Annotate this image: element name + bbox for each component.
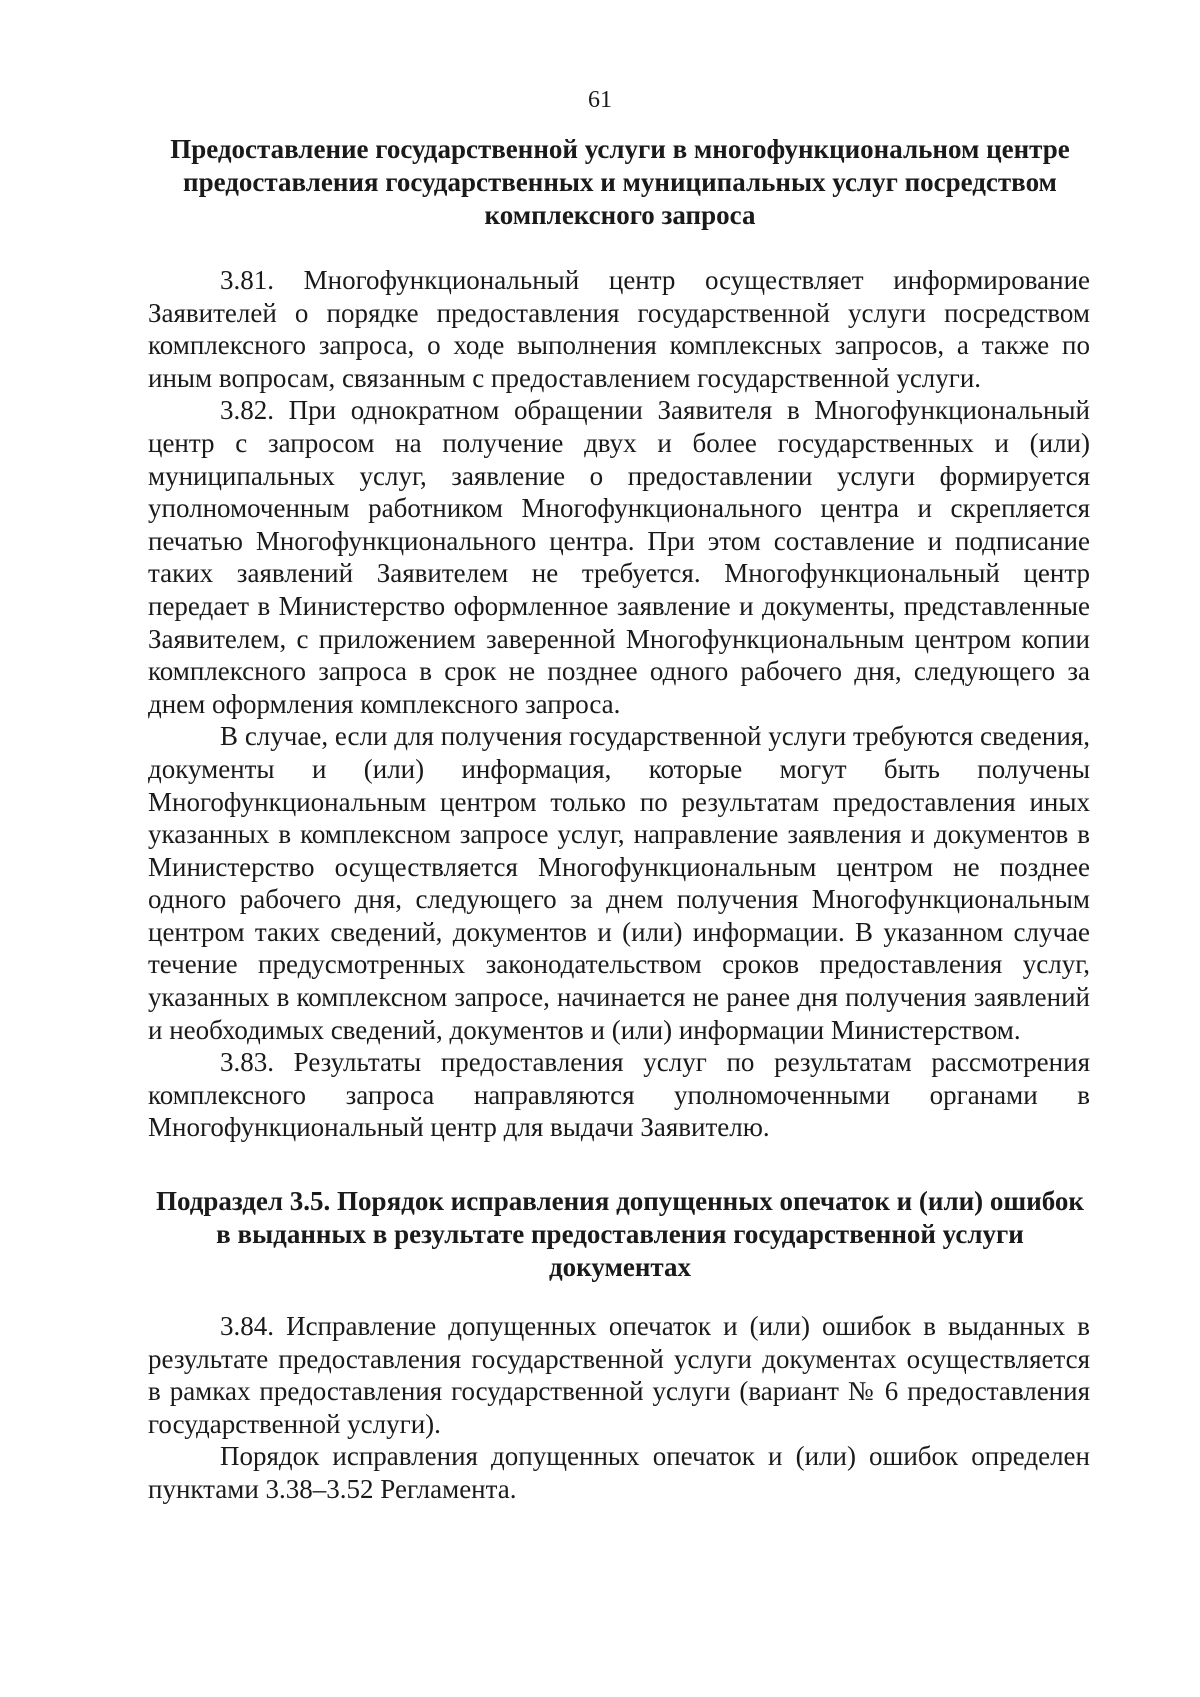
section-heading-mfc-complex-request: Предоставление государственной услуги в многофункциональном центре предоставления государственных и муниципальных услуг посредством комплексного запроса xyxy=(170,134,1070,230)
paragraph-correction-procedure: Порядок исправления допущенных опечаток и (или) ошибок определен пунктами 3.38–3.52 Регламента. xyxy=(148,1441,1090,1504)
paragraph-3-81: 3.81. Многофункциональный центр осуществляет информирование Заявителей о порядке предоставления государственной услуги посредством комплексного запроса, о ходе выполнения комплексных запросов, а также по иным вопросам, связанным с предоставлением государственной услуги. xyxy=(148,265,1090,393)
section-body-corrections xyxy=(148,1310,1090,1506)
subsection-heading-3-5: Подраздел 3.5. Порядок исправления допущенных опечаток и (или) ошибок в выданных в результате предоставления государственной услуги документах xyxy=(156,1186,1084,1282)
paragraph-3-82-continued: В случае, если для получения государственной услуги требуются сведения, документы и (или) информация, которые могут быть получены Многофункциональным центром только по результатам предоставления иных указанных в комплексном запросе услуг, направление заявления и документов в Министерство осуществляется Многофункциональным центром не позднее одного рабочего дня, следующего за днем получения Многофункциональным центром таких сведений, документов и (или) информации. В указанном случае течение предусмотренных законодательством сроков предоставления услуг, указанных в комплексном запросе, начинается не ранее дня получения заявлений и необходимых сведений, документов и (или) информации Министерством. xyxy=(148,721,1090,1045)
paragraph-3-83: 3.83. Результаты предоставления услуг по результатам рассмотрения комплексного запроса направляются уполномоченными органами в Многофункциональный центр для выдачи Заявителю. xyxy=(148,1047,1090,1143)
paragraph-3-84: 3.84. Исправление допущенных опечаток и (или) ошибок в выданных в результате предоставления государственной услуги документах осуществляется в рамках предоставления государственной услуги (вариант № 6 предоставления государственной услуги). xyxy=(148,1311,1090,1439)
section-body-mfc xyxy=(148,264,1090,1144)
paragraph-3-82: 3.82. При однократном обращении Заявителя в Многофункциональный центр с запросом на получение двух и более государственных и (или) муниципальных услуг, заявление о предоставлении услуги формируется уполномоченным работником Многофункционального центра и скрепляется печатью Многофункционального центра. При этом составление и подписание таких заявлений Заявителем не требуется. Многофункциональный центр передает в Министерство оформленное заявление и документы, представленные Заявителем, с приложением заверенной Многофункциональным центром копии комплексного запроса в срок не позднее одного рабочего дня, следующего за днем оформления комплексного запроса. xyxy=(148,395,1090,719)
page-number: 61 xyxy=(588,87,612,113)
